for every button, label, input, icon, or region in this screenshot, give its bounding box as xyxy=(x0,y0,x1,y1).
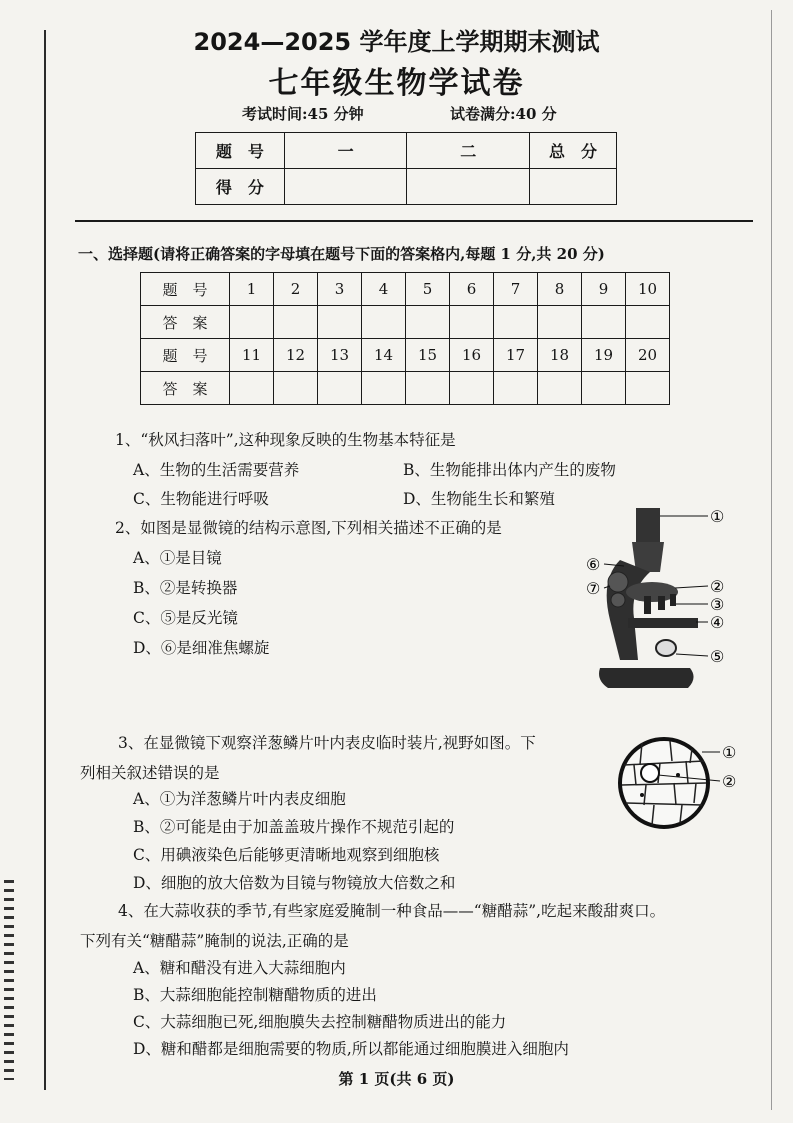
answer-num: 17 xyxy=(494,339,538,372)
q2-stem: 2、如图是显微镜的结构示意图,下列相关描述不正确的是 xyxy=(115,519,502,537)
answer-num: 18 xyxy=(538,339,582,372)
answer-cell[interactable] xyxy=(362,306,406,339)
section1-heading: 一、选择题(请将正确答案的字母填在题号下面的答案格内,每题 1 分,共 20 分) xyxy=(78,245,605,263)
q2-option-a: A、①是目镜 xyxy=(133,549,222,567)
answer-num: 5 xyxy=(406,273,450,306)
answer-num: 15 xyxy=(406,339,450,372)
answer-num: 3 xyxy=(318,273,362,306)
answer-cell[interactable] xyxy=(406,306,450,339)
answer-num: 12 xyxy=(274,339,318,372)
mscope-label-1: ① xyxy=(710,507,725,526)
answer-num: 10 xyxy=(626,273,670,306)
mscope-label-3: ③ xyxy=(710,595,725,614)
q4-option-a: A、糖和醋没有进入大蒜细胞内 xyxy=(133,959,346,977)
answer-cell[interactable] xyxy=(494,306,538,339)
q1-option-c: C、生物能进行呼吸 xyxy=(133,490,269,508)
q3-stem-line1: 3、在显微镜下观察洋葱鳞片叶内表皮临时装片,视野如图。下 xyxy=(118,734,536,752)
score-header-total: 总 分 xyxy=(530,133,617,169)
air-bubble-shape xyxy=(641,764,659,782)
q4-option-c: C、大蒜细胞已死,细胞膜失去控制糖醋物质进出的能力 xyxy=(133,1013,507,1031)
cell-view-figure xyxy=(612,735,742,830)
answer-cell[interactable] xyxy=(230,306,274,339)
answer-cell[interactable] xyxy=(582,372,626,405)
answer-table-alabel: 答 案 xyxy=(141,306,230,339)
answer-table-alabel: 答 案 xyxy=(141,372,230,405)
score-header-part2: 二 xyxy=(407,133,530,169)
answer-cell[interactable] xyxy=(274,306,318,339)
leader-line xyxy=(676,654,708,656)
answer-num: 8 xyxy=(538,273,582,306)
answer-num: 6 xyxy=(450,273,494,306)
answer-num: 4 xyxy=(362,273,406,306)
score-header-part1: 一 xyxy=(284,133,407,169)
answer-cell[interactable] xyxy=(450,372,494,405)
nucleus-shape xyxy=(640,793,644,797)
answer-cell[interactable] xyxy=(450,306,494,339)
objective-shape xyxy=(658,596,665,610)
answer-num: 2 xyxy=(274,273,318,306)
answer-num: 14 xyxy=(362,339,406,372)
mscope-label-2: ② xyxy=(710,577,725,596)
mscope-label-6: ⑥ xyxy=(586,555,601,574)
paper-title: 七年级生物学试卷 xyxy=(268,66,525,101)
page-number: 第 1 页(共 6 页) xyxy=(338,1070,455,1088)
q4-stem-line1: 4、在大蒜收获的季节,有些家庭爱腌制一种食品——“糖醋蒜”,吃起来酸甜爽口。 xyxy=(118,902,666,920)
answer-num: 11 xyxy=(230,339,274,372)
answer-num: 9 xyxy=(582,273,626,306)
answer-cell[interactable] xyxy=(406,372,450,405)
answer-table-qlabel: 题 号 xyxy=(141,339,230,372)
microscope-figure xyxy=(580,500,740,705)
q1-option-b: B、生物能排出体内产生的废物 xyxy=(403,461,616,479)
answer-table-qlabel: 题 号 xyxy=(141,273,230,306)
answer-num: 16 xyxy=(450,339,494,372)
answer-cell[interactable] xyxy=(230,372,274,405)
answer-num: 20 xyxy=(626,339,670,372)
answer-table xyxy=(140,272,670,405)
q3-option-d: D、细胞的放大倍数为目镜与物镜放大倍数之和 xyxy=(133,874,456,892)
cell-label-2: ② xyxy=(722,772,737,791)
objective-shape xyxy=(644,596,651,614)
q2-option-c: C、⑤是反光镜 xyxy=(133,609,238,627)
answer-cell[interactable] xyxy=(538,372,582,405)
exam-title: 2024—2025 学年度上学期期末测试 xyxy=(193,28,600,56)
score-cell-part1[interactable] xyxy=(284,169,407,205)
q4-option-d: D、糖和醋都是细胞需要的物质,所以都能通过细胞膜进入细胞内 xyxy=(133,1040,569,1058)
binding-margin-line xyxy=(44,30,46,1090)
answer-cell[interactable] xyxy=(626,306,670,339)
score-table xyxy=(195,132,617,205)
answer-cell[interactable] xyxy=(362,372,406,405)
q1-stem: 1、“秋风扫落叶”,这种现象反映的生物基本特征是 xyxy=(115,431,456,449)
answer-num: 1 xyxy=(230,273,274,306)
answer-cell[interactable] xyxy=(274,372,318,405)
mscope-label-5: ⑤ xyxy=(710,647,725,666)
answer-num: 19 xyxy=(582,339,626,372)
answer-cell[interactable] xyxy=(538,306,582,339)
q3-option-b: B、②可能是由于加盖盖玻片操作不规范引起的 xyxy=(133,818,455,836)
score-cell-part2[interactable] xyxy=(407,169,530,205)
answer-cell[interactable] xyxy=(318,372,362,405)
q3-option-a: A、①为洋葱鳞片叶内表皮细胞 xyxy=(133,790,346,808)
score-cell-total[interactable] xyxy=(530,169,617,205)
coarse-knob-shape xyxy=(608,572,628,592)
mscope-label-4: ④ xyxy=(710,613,725,632)
score-header-label: 题 号 xyxy=(196,133,285,169)
answer-cell[interactable] xyxy=(626,372,670,405)
answer-cell[interactable] xyxy=(494,372,538,405)
q3-stem-line2: 列相关叙述错误的是 xyxy=(80,764,220,782)
answer-cell[interactable] xyxy=(318,306,362,339)
stage-shape xyxy=(628,618,698,628)
answer-cell[interactable] xyxy=(582,306,626,339)
header-separator xyxy=(75,220,753,222)
mscope-label-7: ⑦ xyxy=(586,579,601,598)
leader-line xyxy=(675,586,708,588)
full-score: 试卷满分:40 分 xyxy=(450,105,557,123)
q4-option-b: B、大蒜细胞能控制糖醋物质的进出 xyxy=(133,986,377,1004)
q3-option-c: C、用碘液染色后能够更清晰地观察到细胞核 xyxy=(133,846,440,864)
score-row-label: 得 分 xyxy=(196,169,285,205)
page-edge-line xyxy=(771,10,772,1110)
q2-option-b: B、②是转换器 xyxy=(133,579,238,597)
q1-option-d: D、生物能生长和繁殖 xyxy=(403,490,555,508)
answer-num: 7 xyxy=(494,273,538,306)
fine-knob-shape xyxy=(611,593,625,607)
eyepiece-shape xyxy=(636,508,660,542)
mirror-shape xyxy=(656,640,676,656)
q4-stem-line2: 下列有关“糖醋蒜”腌制的说法,正确的是 xyxy=(80,932,349,950)
objective-shape xyxy=(670,594,676,606)
cell-label-1: ① xyxy=(722,743,737,762)
q2-option-d: D、⑥是细准焦螺旋 xyxy=(133,639,270,657)
answer-num: 13 xyxy=(318,339,362,372)
exam-time: 考试时间:45 分钟 xyxy=(242,105,364,123)
binding-dotted-line xyxy=(4,880,14,1080)
q1-option-a: A、生物的生活需要营养 xyxy=(133,461,300,479)
base-shape xyxy=(599,668,694,688)
